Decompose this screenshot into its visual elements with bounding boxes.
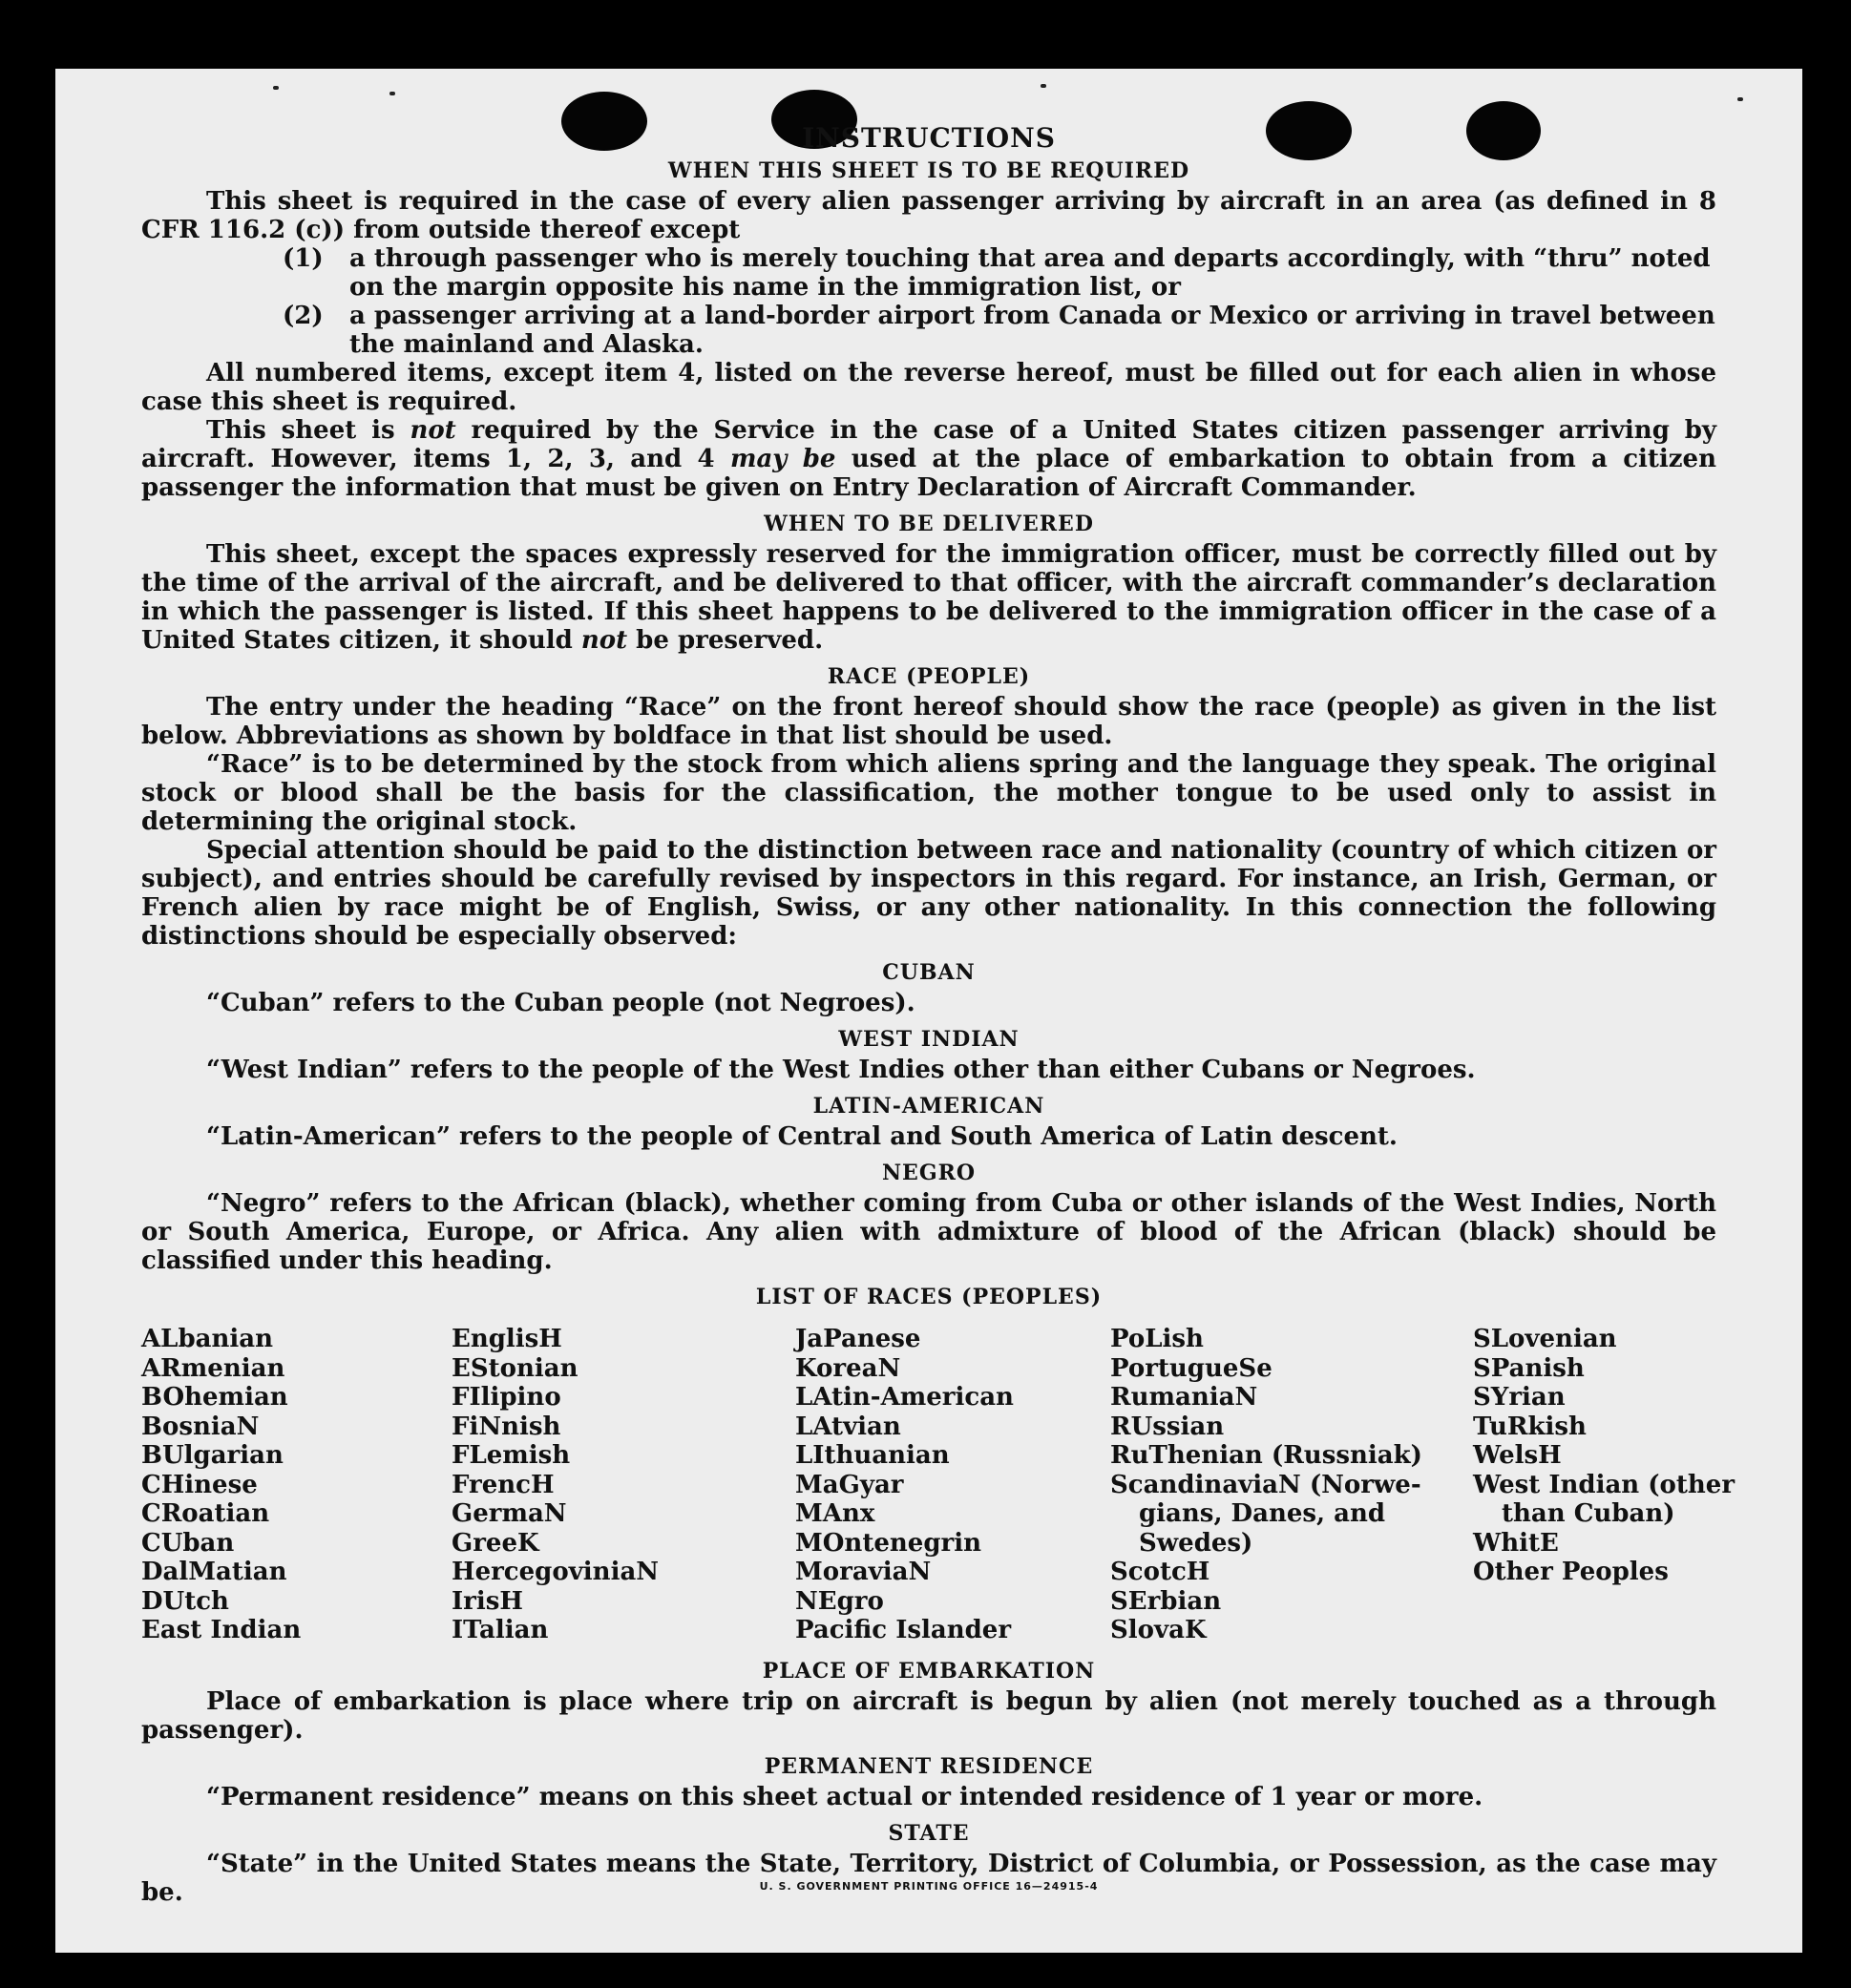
race-entry: EStonian	[452, 1353, 578, 1383]
speck	[1041, 84, 1046, 88]
instructions-body	[141, 122, 1735, 1907]
race-entry: ScotcH	[1110, 1558, 1210, 1586]
section-heading-state: STATE	[888, 1820, 970, 1846]
race-entry: SErbian	[1110, 1586, 1222, 1616]
race-entry: CHinese	[141, 1470, 258, 1499]
race-entry: FiNnish	[452, 1412, 561, 1441]
race-entry: MaGyar	[795, 1470, 904, 1499]
section-heading-latin-american: LATIN-AMERICAN	[812, 1094, 1045, 1119]
race-entry: FLemish	[452, 1441, 571, 1470]
race-entry: BosniaN	[141, 1412, 260, 1441]
race-entry: ARmenian	[141, 1353, 285, 1383]
race-entry: PoLish	[1110, 1325, 1204, 1353]
race-entry: Other Peoples	[1473, 1558, 1669, 1586]
race-entry: DalMatian	[141, 1558, 287, 1586]
printer-imprint: U. S. GOVERNMENT PRINTING OFFICE 16—24915-4	[759, 1880, 1099, 1893]
race-entry: KoreaN	[795, 1353, 901, 1383]
race-entry: RUssian	[1110, 1412, 1225, 1441]
exception-item	[283, 302, 1716, 359]
race-column	[141, 1325, 452, 1645]
section-heading-residence: PERMANENT RESIDENCE	[764, 1753, 1094, 1779]
item-number: (2)	[283, 302, 324, 330]
race-column	[1110, 1325, 1473, 1645]
west-indian-paragraph: “West Indian” refers to the people of the West Indies other than either Cubans or Negroes.	[206, 1056, 1476, 1084]
race-entry: CUban	[141, 1528, 235, 1558]
item-text: a through passenger who is merely touching that area and departs accordingly, with “thru” noted on the margin opposite his name in the immigration list, or	[349, 244, 1711, 302]
section-heading-embarkation: PLACE OF EMBARKATION	[762, 1658, 1096, 1684]
race-entry: HercegoviniaN	[452, 1558, 660, 1586]
cuban-paragraph: “Cuban” refers to the Cuban people (not Negroes).	[206, 989, 915, 1017]
race-entry: SlovaK	[1110, 1616, 1207, 1644]
race-entry: ScandinaviaN (Norwe-	[1110, 1470, 1421, 1499]
speck	[1737, 97, 1743, 101]
speck	[273, 86, 279, 90]
residence-paragraph: “Permanent residence” means on this sheet actual or intended residence of 1 year or more.	[206, 1782, 1483, 1811]
race-entry: BOhemian	[141, 1383, 288, 1412]
item-text: a passenger arriving at a land-border airport from Canada or Mexico or arriving in travel between the mainland and Alaska.	[349, 302, 1715, 359]
race-entry: TuRkish	[1473, 1412, 1587, 1441]
race-entry: MoraviaN	[795, 1558, 932, 1586]
race-entry: East Indian	[141, 1616, 302, 1644]
section-heading-list-of-races: LIST OF RACES (PEOPLES)	[755, 1285, 1103, 1309]
race-entry: FIlipino	[452, 1383, 561, 1412]
negro-paragraph: “Negro” refers to the African (black), whether coming from Cuba or other islands of the West Indies, North or South America, Europe, or Africa. Any alien with admixture of blood of the African (black) should be classified under this heading.	[141, 1189, 1716, 1275]
race-entry: DUtch	[141, 1586, 229, 1616]
section-heading-negro: NEGRO	[881, 1161, 977, 1185]
section-heading-west-indian: WEST INDIAN	[838, 1027, 1020, 1052]
race-entry: JaPanese	[795, 1325, 921, 1353]
race-entry: SPanish	[1473, 1353, 1585, 1383]
race-entry: MOntenegrin	[795, 1528, 981, 1558]
race-entry: WhitE	[1473, 1528, 1559, 1558]
when-required-intro: This sheet is required in the case of every alien passenger arriving by aircraft in an area (as defined in 8 CFR 116.2 (c)) from outside thereof except	[141, 187, 1716, 244]
section-heading-when-required: WHEN THIS SHEET IS TO BE REQUIRED	[667, 158, 1190, 183]
state-paragraph: “State” in the United States means the State, Territory, District of Columbia, or Possession, as the case may be.	[141, 1849, 1716, 1907]
race-entry: RuThenian (Russniak)	[1110, 1441, 1422, 1470]
race-entry: CRoatian	[141, 1499, 270, 1528]
race-paragraph: “Race” is to be determined by the stock from which aliens spring and the language they speak. The original stock or blood shall be the basis for the classification, the mother tongue to be used only to assist in determining the original stock.	[141, 750, 1716, 836]
race-entry: BUlgarian	[141, 1441, 284, 1470]
race-column	[1473, 1325, 1735, 1645]
item-number: (1)	[283, 244, 324, 273]
race-entry: PortugueSe	[1110, 1353, 1273, 1383]
race-entry: SYrian	[1473, 1383, 1566, 1412]
embarkation-paragraph: Place of embarkation is place where trip on aircraft is begun by alien (not merely touched as a through passenger).	[141, 1686, 1716, 1745]
race-entry: FrencH	[452, 1470, 555, 1499]
section-heading-race: RACE (PEOPLE)	[827, 664, 1031, 689]
race-entry: ALbanian	[141, 1325, 274, 1353]
race-list	[141, 1325, 1735, 1645]
race-entry: LAtin-American	[795, 1383, 1014, 1412]
race-entry: IrisH	[452, 1586, 523, 1616]
race-paragraph: The entry under the heading “Race” on the front hereof should show the race (people) as given in the list below. Abbreviations as shown by boldface in that list should be used.	[141, 693, 1716, 750]
race-column	[452, 1325, 795, 1645]
race-entry: LIthuanian	[795, 1441, 950, 1470]
race-entry: Pacific Islander	[795, 1616, 1012, 1644]
when-delivered-paragraph: This sheet, except the spaces expressly reserved for the immigration officer, must be correctly filled out by the time of the arrival of the aircraft, and be delivered to that officer, with the aircraft commander’s declaration in which the passenger is listed. If this sheet happens to be delivered to the immigration officer in the case of a United States citizen, it should not be preserved.	[141, 540, 1716, 655]
race-entry: NEgro	[795, 1586, 884, 1616]
section-heading-cuban: CUBAN	[882, 960, 976, 985]
race-entry-continuation: than Cuban)	[1502, 1499, 1675, 1528]
race-entry: EnglisH	[452, 1325, 562, 1353]
race-entry-continuation: Swedes)	[1139, 1528, 1253, 1558]
latin-american-paragraph: “Latin-American” refers to the people of Central and South America of Latin descent.	[206, 1122, 1398, 1151]
page-title: INSTRUCTIONS	[802, 122, 1056, 154]
race-entry: LAtvian	[795, 1412, 901, 1441]
race-entry: GreeK	[452, 1528, 539, 1558]
speck	[389, 92, 395, 95]
race-entry: MAnx	[795, 1499, 875, 1528]
race-entry: West Indian (other	[1473, 1470, 1735, 1499]
race-column	[795, 1325, 1110, 1645]
race-paragraph: Special attention should be paid to the distinction between race and nationality (country of which citizen or subject), and entries should be carefully revised by inspectors in this regard. For instance, an Irish, German, or French alien by race might be of English, Swiss, or any other nationality. In this connection the following distinctions should be especially observed:	[141, 836, 1716, 951]
citizen-paragraph: This sheet is not required by the Service in the case of a United States citizen passenger arriving by aircraft. However, items 1, 2, 3, and 4 may be used at the place of embarkation to obtain from a citizen passenger the information that must be given on Entry Declaration of Aircraft Commander.	[141, 416, 1717, 502]
section-heading-when-delivered: WHEN TO BE DELIVERED	[764, 512, 1094, 536]
document-sheet	[55, 69, 1802, 1953]
race-entry: ITalian	[452, 1616, 549, 1644]
race-entry: SLovenian	[1473, 1325, 1617, 1353]
race-entry-continuation: gians, Danes, and	[1139, 1499, 1386, 1528]
numbered-items-paragraph: All numbered items, except item 4, listed on the reverse hereof, must be filled out for each alien in whose case this sheet is required.	[141, 359, 1716, 416]
race-entry: RumaniaN	[1110, 1383, 1258, 1412]
exception-item	[283, 244, 1716, 302]
race-entry: WelsH	[1473, 1441, 1562, 1470]
race-entry: GermaN	[452, 1499, 567, 1528]
